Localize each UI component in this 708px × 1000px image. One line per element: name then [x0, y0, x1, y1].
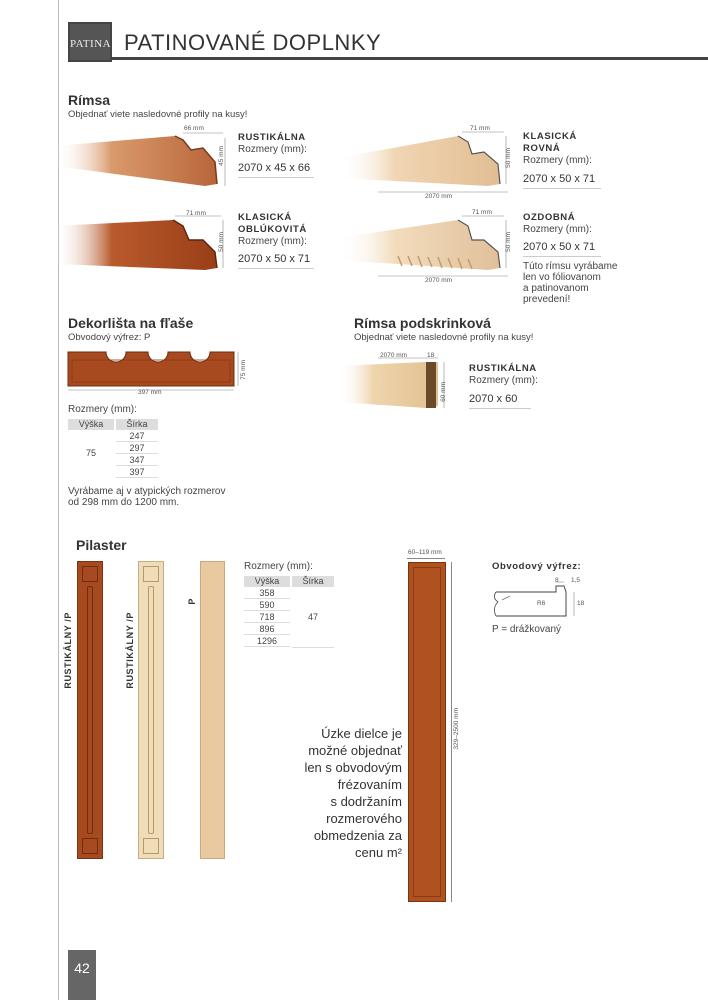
board-dim-line-h — [451, 562, 452, 902]
podskrinkova-dim-len: 2070 mm — [380, 352, 408, 359]
rimsa-subtitle: Objednať viete nasledovné profily na kusy! — [68, 109, 248, 120]
pilaster-text-line: frézovaním — [337, 777, 402, 792]
pilaster-vyska-row: 718 — [244, 612, 290, 623]
rimsa1-dim-w: 66 mm — [184, 125, 204, 132]
rimsa4-dim-w: 71 mm — [472, 209, 492, 216]
pilaster-text-line: Úzke dielce je — [321, 726, 402, 741]
pilaster1-label: RUSTIKÁLNY /P — [63, 612, 73, 689]
pilaster-table-rule — [292, 647, 334, 648]
pilaster-text-line: možné objednať — [308, 743, 402, 758]
dekorlista-note-2: od 298 mm do 1200 mm. — [68, 497, 180, 508]
dekorlista-sirka-row: 297 — [116, 443, 158, 454]
dekorlista-title: Dekorlišta na fľaše — [68, 315, 194, 331]
rimsa2-dim-w: 71 mm — [470, 125, 490, 132]
rimsa4-dim-len: 2070 mm — [425, 277, 453, 284]
rimsa4-note-3: a patinovanom — [523, 283, 589, 294]
dekorlista-sirka-row: 397 — [116, 467, 158, 478]
pilaster-col-vyska: Výška — [244, 576, 290, 587]
rimsa2-dim-h: 50 mm — [505, 148, 512, 168]
rimsa3-rozmery: Rozmery (mm): — [238, 236, 307, 247]
vyrez-dim-b: 1,5 — [571, 577, 581, 584]
podskrinkova-name: RUSTIKÁLNA — [469, 363, 537, 374]
rimsa2-size: 2070 x 50 x 71 — [523, 171, 601, 189]
podskrinkova-dim-t: 18 — [427, 352, 435, 359]
vyrez-dim-a: 8 — [555, 577, 559, 584]
pilaster3-label: P — [187, 598, 197, 605]
pilaster-rozmery: Rozmery (mm): — [244, 561, 313, 572]
board-dim-line-w — [407, 558, 445, 559]
rimsa4-size: 2070 x 50 x 71 — [523, 239, 601, 257]
rimsa1-name: RUSTIKÁLNA — [238, 132, 306, 143]
podskrinkova-rozmery: Rozmery (mm): — [469, 375, 538, 386]
pilaster-text-line: rozmerového — [326, 811, 402, 826]
dekorlista-sirka-row: 347 — [116, 455, 158, 466]
rimsa2-rozmery: Rozmery (mm): — [523, 155, 592, 166]
vyrez-dim-r: R6 — [537, 600, 546, 607]
podskrinkova-subtitle: Objednať viete nasledovné profily na kusy! — [354, 332, 534, 343]
pilaster-text-line: cenu m² — [355, 845, 402, 860]
dekorlista-dim-h: 75 mm — [240, 360, 247, 380]
pilaster-rustikalny-rust — [77, 561, 103, 859]
pilaster-text-line: obmedzenia za — [313, 828, 402, 843]
rimsa3-size: 2070 x 50 x 71 — [238, 251, 314, 269]
pilaster-vyska-row: 358 — [244, 588, 290, 599]
vyrez-title: Obvodový výfrez: — [492, 561, 582, 572]
page-number: 42 — [68, 950, 96, 1000]
board-dim-w: 60–119 mm — [408, 549, 442, 556]
rimsa3-name-2: OBLÚKOVITÁ — [238, 224, 307, 235]
pilaster-text — [290, 725, 402, 861]
rimsa-klasicka-rovna-image — [338, 128, 518, 198]
dekorlista-col-sirka: Šírka — [116, 419, 158, 430]
dekorlista-col-vyska: Výška — [68, 419, 114, 430]
rimsa4-note-2: len vo fóliovanom — [523, 272, 601, 283]
rimsa4-note-1: Túto rímsu vyrábame — [523, 261, 618, 272]
rimsa-klasicka-oblukovita-image — [55, 212, 235, 274]
rimsa1-size: 2070 x 45 x 66 — [238, 160, 314, 178]
pilaster-vyska-row: 896 — [244, 624, 290, 635]
pilaster-text-line: len s obvodovým — [304, 760, 402, 775]
rimsa4-name: OZDOBNÁ — [523, 212, 576, 223]
podskrinkova-title: Rímsa podskrinková — [354, 315, 491, 331]
pilaster-plain — [200, 561, 225, 859]
pilaster-sirka-val: 47 — [307, 612, 318, 622]
rimsa-ozdobna-image — [338, 212, 518, 284]
pilaster-rustikalny-cream — [138, 561, 164, 859]
rimsa2-name-2: ROVNÁ — [523, 143, 561, 154]
rimsa1-rozmery: Rozmery (mm): — [238, 144, 307, 155]
pilaster2-label: RUSTIKÁLNY /P — [125, 612, 135, 689]
patina-logo: PATINA — [68, 22, 112, 62]
rimsa4-rozmery: Rozmery (mm): — [523, 224, 592, 235]
rimsa2-name-1: KLASICKÁ — [523, 131, 577, 142]
rimsa4-note-4: prevedení! — [523, 294, 571, 305]
vyrez-note: P = drážkovaný — [492, 624, 562, 635]
dekorlista-note-1: Vyrábame aj v atypických rozmerov — [68, 486, 226, 497]
pilaster-vyska-row: 1296 — [244, 636, 290, 647]
rimsa4-dim-h: 50 mm — [505, 232, 512, 252]
page-title: PATINOVANÉ DOPLNKY — [124, 30, 382, 55]
board-image — [408, 562, 446, 902]
rimsa3-name-1: KLASICKÁ — [238, 212, 292, 223]
podskrinkova-size: 2070 x 60 — [469, 391, 531, 409]
rimsa1-dim-h: 45 mm — [218, 146, 225, 166]
board-dim-h: 329–2500 mm — [453, 708, 460, 750]
podskrinkova-dim-h: 60 mm — [440, 382, 447, 402]
vyrez-dim-h: 18 — [577, 600, 585, 607]
title-rule — [112, 57, 708, 60]
rimsa3-dim-w: 71 mm — [186, 210, 206, 217]
pilaster-col-sirka: Šírka — [292, 576, 334, 587]
rimsa-rustikalna-image — [55, 128, 235, 190]
dekorlista-dim-w: 397 mm — [138, 389, 162, 396]
dekorlista-subtitle: Obvodový výfrez: P — [68, 332, 151, 343]
rimsa3-dim-h: 50 mm — [218, 232, 225, 252]
pilaster-text-line: s dodržaním — [330, 794, 402, 809]
dekorlista-vyska-val: 75 — [85, 448, 96, 458]
rimsa2-dim-len: 2070 mm — [425, 193, 453, 200]
dekorlista-sirka-row: 247 — [116, 431, 158, 442]
dekorlista-rozmery: Rozmery (mm): — [68, 404, 137, 415]
pilaster-title: Pilaster — [76, 537, 127, 553]
pilaster-vyska-row: 590 — [244, 600, 290, 611]
rimsa-title: Rímsa — [68, 92, 111, 108]
